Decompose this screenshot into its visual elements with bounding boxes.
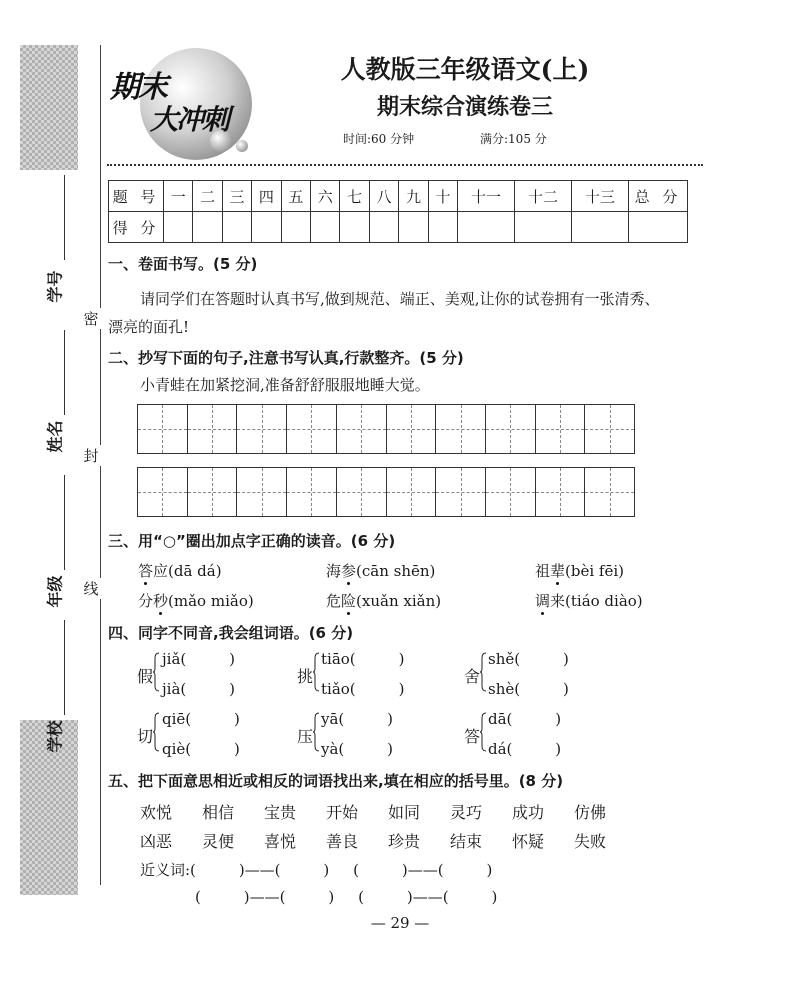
seal-char-feng: 封 [80, 445, 102, 466]
score-cell[interactable] [571, 212, 628, 243]
score-col-4: 四 [252, 181, 281, 212]
word-bank-item: 凶恶 [140, 832, 173, 851]
word-bank-item: 仿佛 [574, 803, 607, 822]
polyphone-char-jia: 假 [137, 667, 154, 686]
synonym-answer-line-1[interactable]: 近义词:( )——( ) ( )——( ) [140, 861, 493, 879]
polyphone-char-ya: 压 [297, 727, 314, 746]
score-col-7: 七 [340, 181, 369, 212]
exam-time: 时间:60 分钟 [343, 132, 415, 146]
score-col-10: 十 [428, 181, 457, 212]
polyphone-char-she: 舍 [464, 667, 481, 686]
score-cell[interactable] [164, 212, 193, 243]
score-col-1: 一 [164, 181, 193, 212]
score-cell[interactable] [281, 212, 310, 243]
header-divider [107, 164, 703, 166]
group-word-field[interactable]: tiǎo( ) [321, 680, 405, 698]
score-col-6: 六 [311, 181, 340, 212]
brace-icon [480, 712, 487, 752]
score-cell[interactable] [193, 212, 222, 243]
pinyin-item-1[interactable]: 答应(dā dá) [138, 562, 222, 580]
score-cell[interactable] [515, 212, 572, 243]
group-word-field[interactable]: tiāo( ) [321, 650, 405, 668]
score-col-total: 总 分 [629, 181, 688, 212]
section-1-title: 一、卷面书写。(5 分) [108, 255, 258, 273]
brace-icon [480, 652, 487, 692]
score-cell-total[interactable] [629, 212, 688, 243]
word-bank-item: 相信 [202, 803, 235, 822]
score-cell[interactable] [428, 212, 457, 243]
seal-char-xian: 线 [80, 578, 102, 599]
score-cell[interactable] [252, 212, 281, 243]
name-line[interactable] [64, 330, 65, 415]
score-col-5: 五 [281, 181, 310, 212]
polyphone-char-da: 答 [464, 727, 481, 746]
exam-full-score: 满分:105 分 [480, 132, 547, 146]
writing-grid-row-2[interactable] [137, 467, 635, 517]
word-bank-item: 失败 [574, 832, 607, 851]
group-word-field[interactable]: qiē( ) [162, 710, 240, 728]
logo-text-line1: 期末 [110, 70, 166, 105]
pinyin-item-4[interactable]: 分秒(mǎo miǎo) [138, 592, 254, 610]
score-table-header-row [109, 181, 688, 212]
score-table-score-row [109, 212, 688, 243]
group-word-field[interactable]: shě( ) [488, 650, 569, 668]
group-word-field[interactable]: jiǎ( ) [162, 650, 236, 668]
group-word-field[interactable]: qiè( ) [162, 740, 240, 758]
student-id-line[interactable] [64, 175, 65, 260]
score-cell[interactable] [340, 212, 369, 243]
group-word-field[interactable]: dā( ) [488, 710, 562, 728]
exam-title: 人教版三年级语文(上) [340, 55, 590, 84]
pinyin-item-2[interactable]: 海参(cān shēn) [326, 562, 436, 580]
section-2-title: 二、抄写下面的句子,注意书写认真,行款整齐。(5 分) [108, 349, 464, 367]
section-1-text-line1: 请同学们在答题时认真书写,做到规范、端正、美观,让你的试卷拥有一张清秀、 [140, 290, 660, 308]
brace-icon [153, 652, 160, 692]
school-line[interactable] [64, 620, 65, 715]
brace-icon [313, 652, 320, 692]
score-col-3: 三 [222, 181, 251, 212]
word-bank-item: 怀疑 [512, 832, 545, 851]
word-bank-item: 珍贵 [388, 832, 421, 851]
section-2-sentence: 小青蛙在加紧挖洞,准备舒舒服服地睡大觉。 [140, 376, 430, 394]
polyphone-char-qie: 切 [137, 727, 154, 746]
group-word-field[interactable]: shè( ) [488, 680, 569, 698]
score-cell[interactable] [399, 212, 428, 243]
score-cell[interactable] [311, 212, 340, 243]
group-word-field[interactable]: dá( ) [488, 740, 562, 758]
score-col-9: 九 [399, 181, 428, 212]
score-table [108, 180, 688, 243]
word-bank-item: 善良 [326, 832, 359, 851]
grade-line[interactable] [64, 475, 65, 570]
word-bank-item: 成功 [512, 803, 545, 822]
binding-pattern-top [20, 45, 78, 170]
word-bank-item: 欢悦 [140, 803, 173, 822]
word-bank-item: 开始 [326, 803, 359, 822]
logo-dot-small [236, 140, 248, 152]
pinyin-item-6[interactable]: 调来(tiáo diào) [535, 592, 643, 610]
word-bank-item: 灵便 [202, 832, 235, 851]
polyphone-char-tiao: 挑 [297, 667, 314, 686]
section-3-title: 三、用“○”圈出加点字正确的读音。(6 分) [108, 532, 396, 550]
group-word-field[interactable]: jià( ) [162, 680, 236, 698]
writing-grid-row-1[interactable] [137, 404, 635, 454]
score-col-2: 二 [193, 181, 222, 212]
section-1-text-line2: 漂亮的面孔! [108, 318, 190, 336]
score-col-12: 十二 [515, 181, 572, 212]
word-bank-row-2 [140, 829, 636, 852]
school-label: 学校 [45, 720, 65, 753]
score-table-row2-label: 得 分 [109, 212, 164, 243]
section-5-title: 五、把下面意思相近或相反的词语找出来,填在相应的括号里。(8 分) [108, 772, 564, 790]
score-table-row1-label: 题 号 [109, 181, 164, 212]
exam-subtitle: 期末综合演练卷三 [376, 94, 553, 120]
score-cell[interactable] [369, 212, 398, 243]
group-word-field[interactable]: yā( ) [321, 710, 394, 728]
score-col-13: 十三 [571, 181, 628, 212]
brace-icon [313, 712, 320, 752]
score-cell[interactable] [458, 212, 515, 243]
brace-icon [153, 712, 160, 752]
score-col-8: 八 [369, 181, 398, 212]
word-bank-item: 喜悦 [264, 832, 297, 851]
grade-label: 年级 [45, 575, 65, 608]
word-bank-item: 如同 [388, 803, 421, 822]
score-cell[interactable] [222, 212, 251, 243]
page-number: — 29 — [370, 914, 430, 932]
name-label: 姓名 [45, 420, 65, 453]
student-id-label: 学号 [45, 270, 65, 303]
seal-char-mi: 密 [80, 308, 102, 329]
pinyin-item-3[interactable]: 祖辈(bèi fēi) [535, 562, 625, 580]
word-bank-row-1 [140, 800, 636, 823]
word-bank-item: 宝贵 [264, 803, 297, 822]
pinyin-item-5[interactable]: 危险(xuǎn xiǎn) [326, 592, 442, 610]
synonym-answer-line-2[interactable]: ( )——( ) ( )——( ) [195, 888, 498, 906]
word-bank-item: 灵巧 [450, 803, 483, 822]
score-col-11: 十一 [458, 181, 515, 212]
section-4-title: 四、同字不同音,我会组词语。(6 分) [108, 624, 354, 642]
word-bank-item: 结束 [450, 832, 483, 851]
group-word-field[interactable]: yà( ) [321, 740, 394, 758]
logo-text-line2: 大冲刺 [150, 103, 229, 136]
